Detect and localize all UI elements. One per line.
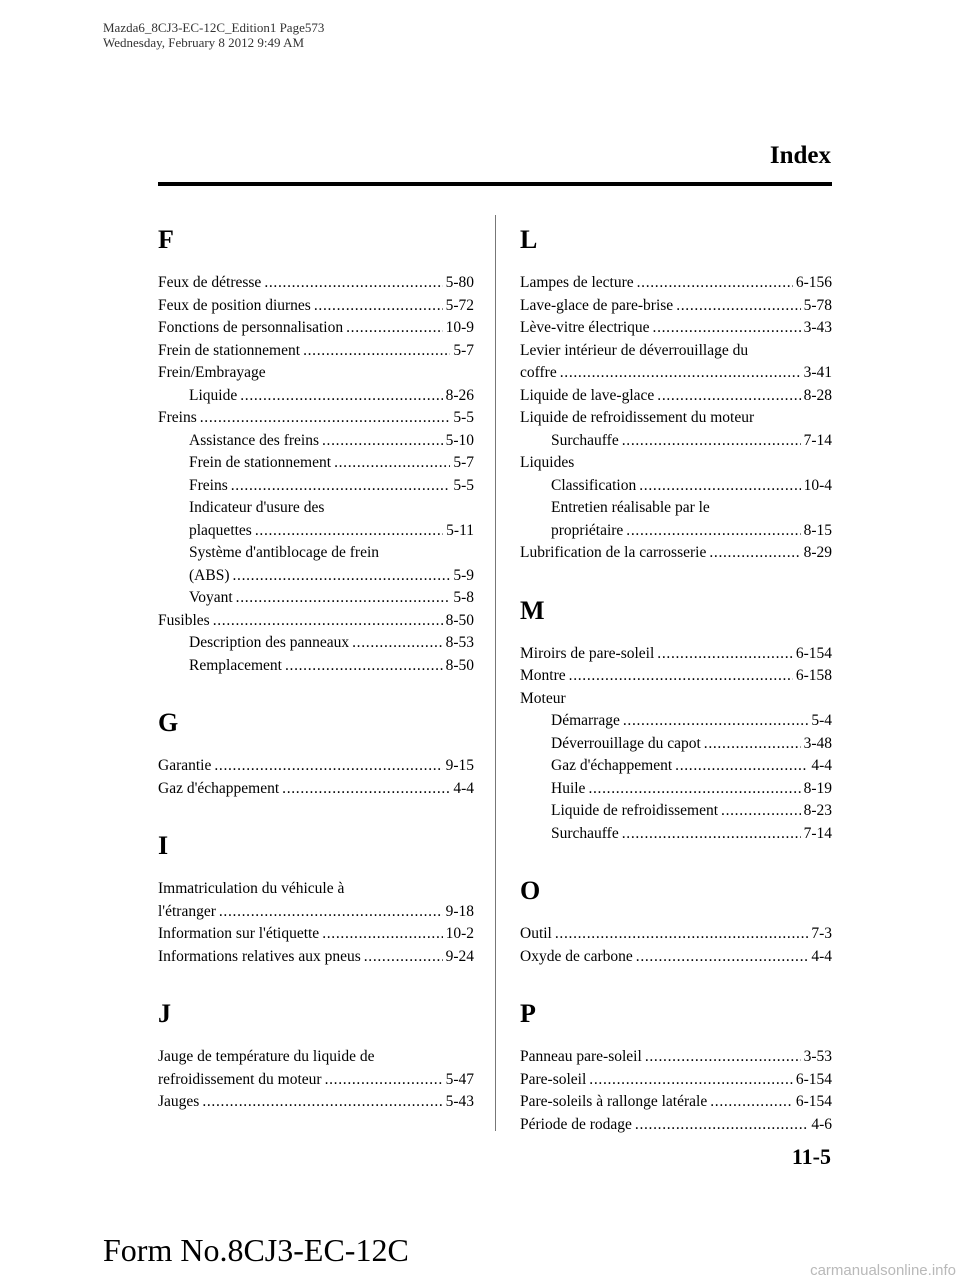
dot-leader	[240, 385, 442, 408]
page-reference: 5-5	[453, 476, 474, 494]
entry-text: Lave-glace de pare-brise	[520, 296, 674, 314]
form-number: Form No.8CJ3-EC-12C	[103, 1232, 409, 1268]
section-letter: M	[520, 595, 545, 625]
entry-text: propriétaire	[551, 521, 624, 539]
index-section-g	[158, 701, 474, 800]
page-number: 11-5	[791, 1144, 831, 1169]
dot-leader	[202, 1091, 442, 1114]
dot-leader	[231, 475, 451, 498]
dot-leader	[636, 946, 809, 969]
page-reference: 4-4	[811, 947, 832, 965]
entry-text: Freins	[158, 409, 197, 426]
index-section-p	[520, 992, 832, 1136]
dot-leader	[352, 632, 442, 655]
entry-text: Information sur l'étiquette	[158, 925, 320, 942]
page-reference: 8-53	[445, 634, 474, 651]
entry-text: (ABS)	[189, 566, 230, 584]
dot-leader	[325, 1069, 443, 1092]
page-reference: 8-26	[445, 386, 474, 404]
index-entry	[520, 643, 832, 666]
index-subentry	[158, 655, 474, 678]
index-entry	[520, 1069, 832, 1092]
dot-leader	[213, 610, 443, 633]
entry-text: Gaz d'échappement	[551, 757, 673, 774]
page-reference: 6-154	[795, 1070, 832, 1088]
entry-text: coffre	[520, 364, 557, 381]
dot-leader	[635, 1114, 808, 1137]
page-reference: 8-50	[445, 611, 474, 629]
page-reference: 5-11	[446, 521, 474, 539]
page-reference: 3-43	[803, 319, 832, 336]
entry-text: Liquides	[520, 454, 575, 471]
dot-leader	[676, 295, 800, 318]
dot-leader	[637, 272, 793, 295]
page-reference: 5-9	[453, 566, 474, 584]
page-reference: 3-53	[803, 1048, 832, 1065]
left-column	[158, 218, 474, 1114]
dot-leader	[560, 362, 801, 385]
page-reference: 9-15	[445, 757, 474, 774]
index-subentry	[520, 800, 832, 823]
section-letter: L	[520, 225, 538, 254]
index-subentry	[158, 430, 474, 453]
dot-leader	[364, 946, 443, 969]
dot-leader	[626, 520, 800, 543]
page-reference: 7-3	[811, 925, 832, 942]
index-subentry	[520, 497, 832, 542]
page-reference: 7-14	[803, 431, 832, 449]
dot-leader	[334, 452, 450, 475]
dot-leader	[657, 385, 800, 408]
title-rule	[158, 182, 832, 186]
page-reference: 9-18	[445, 902, 474, 920]
entry-text: Moteur	[520, 689, 566, 707]
index-entry	[520, 272, 832, 295]
index-entry	[520, 317, 832, 340]
index-entry	[158, 1091, 474, 1114]
dot-leader	[645, 1046, 801, 1069]
page-reference: 5-7	[453, 341, 474, 359]
index-section-i	[158, 824, 474, 968]
index-entry	[520, 452, 832, 475]
page-reference: 10-9	[445, 319, 474, 336]
entry-text: Levier intérieur de déverrouillage du	[520, 341, 749, 359]
index-subentry	[520, 430, 832, 453]
dot-leader	[639, 475, 800, 498]
index-entry	[158, 946, 474, 969]
dot-leader	[721, 800, 801, 823]
page-reference: 3-48	[803, 734, 832, 752]
entry-text: Lève-vitre électrique	[520, 319, 650, 336]
index-entry	[520, 1114, 832, 1137]
page-reference: 8-15	[803, 521, 832, 539]
entry-text: Informations relatives aux pneus	[158, 947, 361, 965]
entry-text: Système d'antiblocage de frein	[189, 544, 380, 561]
dot-leader	[588, 778, 800, 801]
dot-leader	[622, 823, 801, 846]
entry-text: Classification	[551, 476, 637, 494]
dot-leader	[282, 778, 450, 801]
entry-text: Entretien réalisable par le	[551, 499, 710, 516]
index-entry	[520, 407, 832, 430]
entry-text: Description des panneaux	[189, 634, 350, 651]
dot-leader	[322, 923, 442, 946]
header-line-1: Mazda6_8CJ3-EC-12C_Edition1 Page573	[103, 20, 325, 35]
page-reference: 4-6	[811, 1115, 832, 1133]
entry-text: Jauge de température du liquide de	[158, 1048, 375, 1065]
index-entry	[158, 295, 474, 318]
index-subentry	[158, 475, 474, 498]
page-reference: 6-158	[795, 667, 832, 684]
section-letter: F	[158, 225, 174, 254]
entry-text: Frein/Embrayage	[158, 364, 266, 381]
section-letter: P	[520, 999, 536, 1028]
index-section-o	[520, 869, 832, 968]
dot-leader	[285, 655, 443, 678]
dot-leader	[622, 430, 801, 453]
index-subentry	[158, 542, 474, 587]
dot-leader	[236, 587, 451, 610]
page-reference: 8-19	[803, 779, 832, 797]
entry-text: refroidissement du moteur	[158, 1070, 322, 1088]
page-reference: 5-80	[445, 274, 474, 291]
entry-text: Période de rodage	[520, 1115, 632, 1133]
index-subentry	[520, 733, 832, 756]
index-entry	[158, 340, 474, 363]
page-reference: 5-72	[445, 296, 474, 314]
page-title: Index	[769, 142, 831, 169]
page-reference: 7-14	[803, 824, 832, 842]
entry-text: Liquide	[189, 386, 238, 404]
page-reference: 3-41	[803, 364, 832, 381]
page-reference: 4-4	[811, 757, 832, 774]
index-entry	[520, 665, 832, 688]
index-entry	[520, 1091, 832, 1114]
entry-text: Oxyde de carbone	[520, 947, 633, 965]
page-reference: 5-47	[445, 1070, 474, 1088]
index-entry	[158, 407, 474, 430]
page-reference: 5-4	[811, 712, 832, 729]
index-entry	[158, 272, 474, 295]
dot-leader	[303, 340, 450, 363]
page-reference: 6-154	[795, 644, 832, 662]
dot-leader	[675, 755, 808, 778]
section-letter: J	[158, 999, 171, 1028]
index-subentry	[158, 385, 474, 408]
dot-leader	[255, 520, 443, 543]
page-reference: 6-156	[795, 274, 832, 291]
dot-leader	[232, 565, 450, 588]
entry-text: l'étranger	[158, 902, 216, 920]
entry-text: Gaz d'échappement	[158, 779, 280, 797]
entry-text: Pare-soleils à rallonge latérale	[520, 1093, 708, 1110]
index-subentry	[520, 755, 832, 778]
section-letter: O	[520, 876, 541, 905]
entry-text: Déverrouillage du capot	[551, 734, 701, 752]
dot-leader	[704, 733, 801, 756]
page-reference: 8-29	[803, 544, 832, 561]
dot-leader	[710, 1091, 793, 1114]
entry-text: Lampes de lecture	[520, 274, 634, 291]
entry-text: Huile	[551, 779, 586, 797]
dot-leader	[709, 542, 800, 565]
index-entry	[158, 923, 474, 946]
index-subentry	[158, 632, 474, 655]
entry-text: Fusibles	[158, 611, 210, 629]
index-entry	[158, 362, 474, 385]
index-section-l	[520, 218, 832, 565]
dot-leader	[657, 643, 793, 666]
index-entry	[158, 755, 474, 778]
page-reference: 8-23	[803, 802, 832, 819]
entry-text: Frein de stationnement	[158, 341, 301, 359]
entry-text: Frein de stationnement	[189, 454, 332, 471]
entry-text: Indicateur d'usure des	[189, 499, 325, 516]
index-entry	[520, 1046, 832, 1069]
index-section-f	[158, 218, 474, 677]
index-subentry	[520, 475, 832, 498]
index-entry	[520, 340, 832, 385]
entry-text: Miroirs de pare-soleil	[520, 644, 655, 662]
entry-text: Liquide de refroidissement	[551, 802, 719, 819]
entry-text: Fonctions de personnalisation	[158, 319, 344, 336]
dot-leader	[623, 710, 808, 733]
page-reference: 5-8	[453, 589, 474, 606]
entry-text: Freins	[189, 476, 228, 494]
entry-text: Montre	[520, 667, 566, 684]
dot-leader	[346, 317, 442, 340]
page-reference: 5-78	[803, 296, 832, 314]
dot-leader	[219, 901, 443, 924]
index-subentry	[158, 587, 474, 610]
entry-text: Surchauffe	[551, 431, 619, 449]
entry-text: Liquide de lave-glace	[520, 386, 655, 404]
index-entry	[520, 946, 832, 969]
header-line-2: Wednesday, February 8 2012 9:49 AM	[103, 35, 305, 50]
entry-text: Pare-soleil	[520, 1070, 587, 1088]
dot-leader	[314, 295, 443, 318]
watermark: carmanualsonline.info	[810, 1262, 956, 1279]
index-section-j	[158, 992, 474, 1114]
page-reference: 5-43	[445, 1093, 474, 1110]
entry-text: Immatriculation du véhicule à	[158, 880, 345, 897]
entry-text: Liquide de refroidissement du moteur	[520, 409, 755, 426]
page-reference: 8-50	[445, 656, 474, 674]
page-reference: 6-154	[795, 1093, 832, 1110]
index-entry	[158, 878, 474, 923]
index-subentry	[520, 778, 832, 801]
entry-text: Garantie	[158, 757, 212, 774]
right-column	[520, 218, 832, 1136]
index-entry	[520, 923, 832, 946]
dot-leader	[264, 272, 442, 295]
column-divider	[495, 215, 496, 1131]
index-entry	[520, 385, 832, 408]
entry-text: Surchauffe	[551, 824, 619, 842]
page-reference: 10-4	[803, 476, 832, 494]
page-reference: 8-28	[803, 386, 832, 404]
entry-text: Feux de détresse	[158, 274, 262, 291]
index-subentry	[158, 497, 474, 542]
index-entry	[158, 610, 474, 633]
page-reference: 10-2	[445, 925, 474, 942]
index-entry	[520, 542, 832, 565]
entry-text: Lubrification de la carrosserie	[520, 544, 707, 561]
entry-text: Panneau pare-soleil	[520, 1048, 642, 1065]
section-letter: G	[158, 708, 179, 737]
page-reference: 5-7	[453, 454, 474, 471]
dot-leader	[589, 1069, 793, 1092]
section-letter: I	[158, 831, 169, 860]
dot-leader	[214, 755, 442, 778]
entry-text: Assistance des freins	[189, 431, 319, 449]
entry-text: Feux de position diurnes	[158, 296, 311, 314]
index-entry	[520, 295, 832, 318]
entry-text: Jauges	[158, 1093, 200, 1110]
dot-leader	[200, 407, 451, 430]
entry-text: Voyant	[189, 589, 233, 606]
index-subentry	[520, 823, 832, 846]
index-entry	[158, 778, 474, 801]
index-entry	[158, 317, 474, 340]
entry-text: Remplacement	[189, 656, 282, 674]
dot-leader	[555, 923, 808, 946]
page-reference: 4-4	[453, 779, 474, 797]
index-section-m	[520, 589, 832, 846]
entry-text: Démarrage	[551, 712, 620, 729]
index-subentry	[520, 710, 832, 733]
page-reference: 5-10	[445, 431, 474, 449]
dot-leader	[569, 665, 793, 688]
dot-leader	[322, 430, 443, 453]
index-entry	[520, 688, 832, 711]
entry-text: Outil	[520, 925, 552, 942]
dot-leader	[653, 317, 801, 340]
page-reference: 9-24	[445, 947, 474, 965]
entry-text: plaquettes	[189, 521, 252, 539]
index-subentry	[158, 452, 474, 475]
page-reference: 5-5	[453, 409, 474, 426]
index-entry	[158, 1046, 474, 1091]
